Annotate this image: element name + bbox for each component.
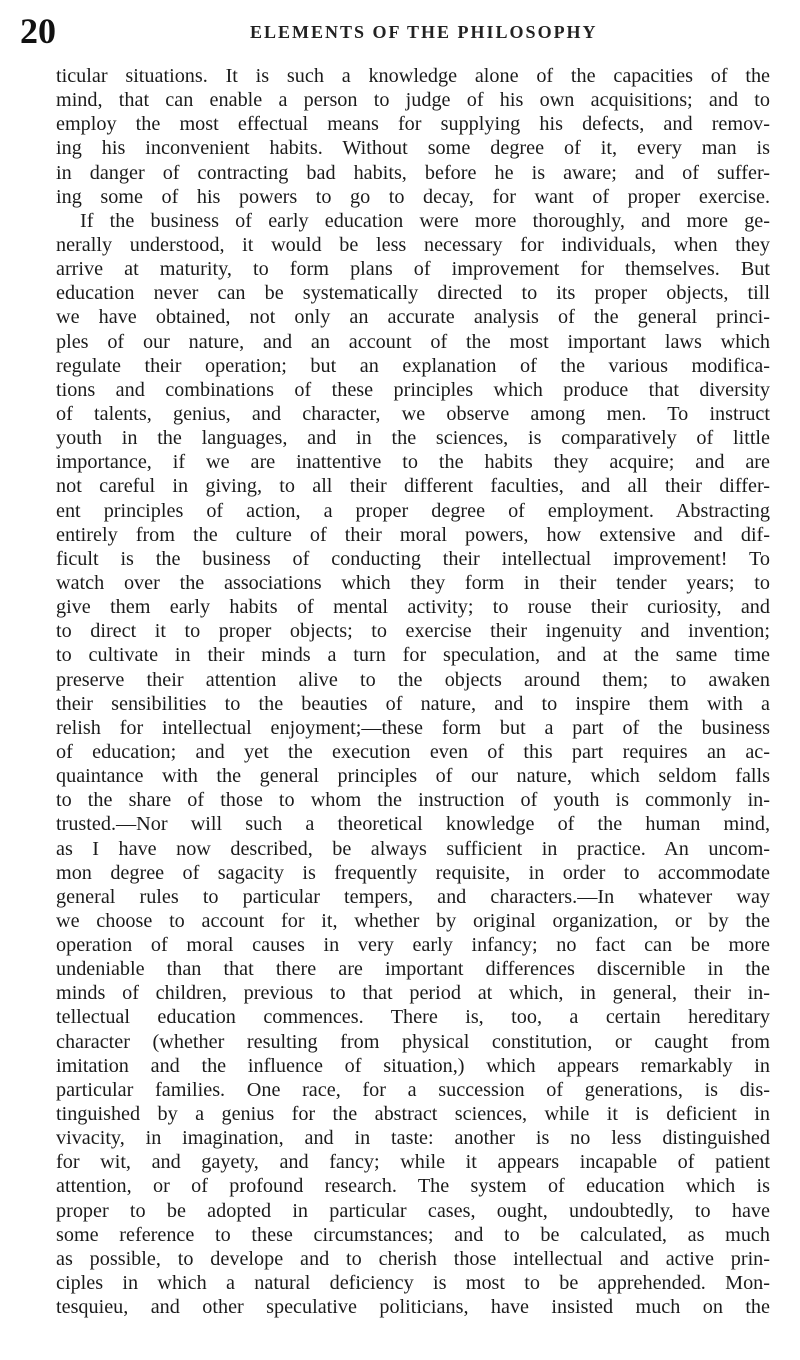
text-line: to the share of those to whom the instruction of youth is commonly in- (56, 789, 770, 812)
text-line: we have obtained, not only an accurate analysis of the general princi- (56, 306, 770, 329)
text-line: employ the most effectual means for supplying his defects, and remov- (56, 113, 770, 136)
text-line: in danger of contracting bad habits, before he is aware; and of suffer- (56, 161, 770, 184)
text-line: not careful in giving, to all their different faculties, and all their differ- (56, 475, 770, 498)
text-line: character (whether resulting from physical constitution, or caught from (56, 1030, 770, 1053)
text-line: particular families. One race, for a succession of generations, is dis- (56, 1078, 770, 1101)
text-line: to direct it to proper objects; to exercise their ingenuity and invention; (56, 620, 770, 643)
text-line: tesquieu, and other speculative politicians, have insisted much on the (56, 1296, 770, 1319)
text-line: we choose to account for it, whether by original organization, or by the (56, 909, 770, 932)
text-line: ciples in which a natural deficiency is most to be apprehended. Mon- (56, 1272, 770, 1295)
text-line: ing his inconvenient habits. Without some degree of it, every man is (56, 137, 770, 160)
text-line: youth in the languages, and in the sciences, is comparatively of little (56, 427, 770, 450)
text-line: ticular situations. It is such a knowledge alone of the capacities of the (56, 65, 770, 87)
text-line: arrive at maturity, to form plans of improvement for themselves. But (56, 258, 770, 281)
text-line: give them early habits of mental activity; to rouse their curiosity, and (56, 596, 770, 619)
text-line: mind, that can enable a person to judge of his own acquisitions; and to (56, 89, 770, 112)
text-line: minds of children, previous to that period at which, in general, their in- (56, 982, 770, 1005)
text-line: some reference to these circumstances; and to be calculated, as much (56, 1223, 770, 1246)
text-line: operation of moral causes in very early infancy; no fact can be more (56, 934, 770, 957)
page-number: 20 (20, 11, 56, 51)
text-line: mon degree of sagacity is frequently requisite, in order to accommodate (56, 861, 770, 884)
text-line: proper to be adopted in particular cases, ought, undoubtedly, to have (56, 1199, 770, 1222)
text-line: ent principles of action, a proper degree of employment. Abstracting (56, 499, 770, 522)
text-line: general rules to particular tempers, and characters.—In whatever way (56, 885, 770, 908)
text-line: as possible, to develope and to cherish those intellectual and active prin- (56, 1247, 770, 1270)
text-line: undeniable than that there are important differences discernible in the (56, 958, 770, 981)
text-line: ing some of his powers to go to decay, for want of proper exercise. (56, 185, 770, 208)
page-header (20, 6, 760, 56)
text-line: education never can be systematically directed to its proper objects, till (56, 282, 770, 305)
text-line: quaintance with the general principles of our nature, which seldom falls (56, 765, 770, 788)
text-line: relish for intellectual enjoyment;—these form but a part of the business (56, 716, 770, 739)
text-line: imitation and the influence of situation,) which appears remarkably in (56, 1054, 770, 1077)
text-line: nerally understood, it would be less necessary for individuals, when they (56, 233, 770, 256)
text-line: entirely from the culture of their moral powers, how extensive and dif- (56, 523, 770, 546)
text-line: ples of our nature, and an account of the most important laws which (56, 330, 770, 353)
text-line: of talents, genius, and character, we observe among men. To instruct (56, 402, 770, 425)
text-line: to cultivate in their minds a turn for speculation, and at the same time (56, 644, 770, 667)
text-line: of education; and yet the execution even of this part requires an ac- (56, 740, 770, 763)
text-line: tions and combinations of these principles which produce that diversity (56, 378, 770, 401)
text-line: vivacity, in imagination, and in taste: another is no less distinguished (56, 1127, 770, 1150)
text-line: ficult is the business of conducting their intellectual improvement! To (56, 547, 770, 570)
text-line: preserve their attention alive to the objects around them; to awaken (56, 668, 770, 691)
running-head: ELEMENTS OF THE PHILOSOPHY (250, 22, 598, 42)
text-line: trusted.—Nor will such a theoretical knowledge of the human mind, (56, 813, 770, 836)
text-line: regulate their operation; but an explanation of the various modifica- (56, 354, 770, 377)
text-line: their sensibilities to the beauties of nature, and to inspire them with a (56, 692, 770, 715)
text-line: importance, if we are inattentive to the habits they acquire; and are (56, 451, 770, 474)
text-line: tellectual education commences. There is, too, a certain hereditary (56, 1006, 770, 1029)
text-line: If the business of early education were more thoroughly, and more ge- (80, 209, 770, 232)
text-line: tinguished by a genius for the abstract sciences, while it is deficient in (56, 1103, 770, 1126)
text-line: as I have now described, be always sufficient in practice. An uncom- (56, 837, 770, 860)
body-text (56, 64, 770, 1319)
text-line: for wit, and gayety, and fancy; while it appears incapable of patient (56, 1151, 770, 1174)
text-line: watch over the associations which they form in their tender years; to (56, 571, 770, 594)
text-line: attention, or of profound research. The system of education which is (56, 1175, 770, 1198)
